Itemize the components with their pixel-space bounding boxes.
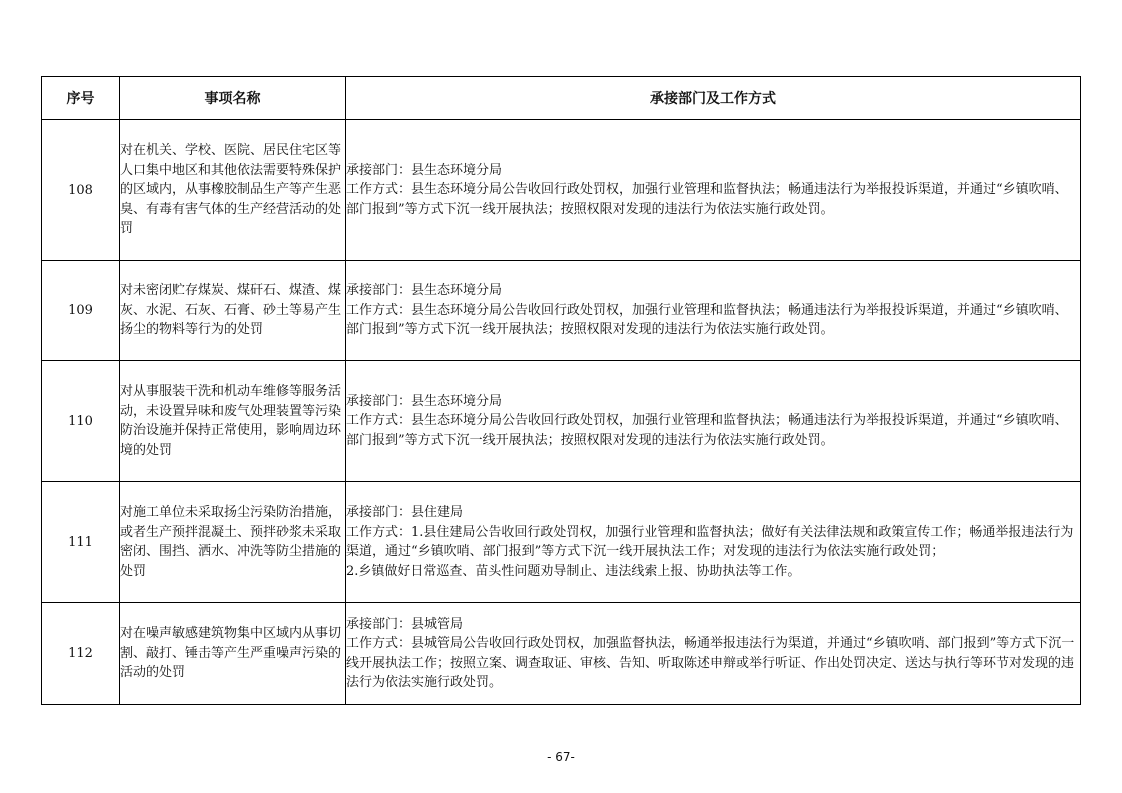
table-header-row xyxy=(42,77,1081,120)
row-serial-number: 111 xyxy=(42,482,120,603)
matters-table xyxy=(41,76,1081,705)
header-department-method: 承接部门及工作方式 xyxy=(346,77,1081,120)
row-department-method xyxy=(346,261,1081,361)
method-line: 工作方式：县生态环境分局公告收回行政处罚权，加强行业管理和监督执法；畅通违法行为举报投诉渠道，并通过“乡镇吹哨、部门报到”等方式下沉一线开展执法；按照权限对发现的违法行为依法实施行政处罚。 xyxy=(346,182,1068,217)
table-row xyxy=(42,361,1081,482)
row-item-name: 对施工单位未采取扬尘污染防治措施，或者生产预拌混凝土、预拌砂浆未采取密闭、围挡、洒水、冲洗等防尘措施的处罚 xyxy=(120,482,346,603)
row-serial-number: 110 xyxy=(42,361,120,482)
department-line: 承接部门：县生态环境分局 xyxy=(346,393,503,409)
table-row xyxy=(42,603,1081,705)
table-row xyxy=(42,482,1081,603)
row-serial-number: 112 xyxy=(42,603,120,705)
row-department-method xyxy=(346,482,1081,603)
method-line: 工作方式：县城管局公告收回行政处罚权，加强监督执法，畅通举报违法行为渠道，并通过“乡镇吹哨、部门报到”等方式下沉一线开展执法工作；按照立案、调查取证、审核、告知、听取陈述申辩或举行听证、作出处罚决定、送达与执行等环节对发现的违法行为依法实施行政处罚。 xyxy=(346,636,1075,690)
department-line: 承接部门：县城管局 xyxy=(346,616,464,632)
method-line: 工作方式：1.县住建局公告收回行政处罚权，加强行业管理和监督执法；做好有关法律法规和政策宣传工作；畅通举报违法行为渠道，通过“乡镇吹哨、部门报到”等方式下沉一线开展执法工作；对发现的违法行为依法实施行政处罚； xyxy=(346,524,1074,559)
row-serial-number: 109 xyxy=(42,261,120,361)
page-number: - 67- xyxy=(547,750,575,764)
method-line: 工作方式：县生态环境分局公告收回行政处罚权，加强行业管理和监督执法；畅通违法行为举报投诉渠道，并通过“乡镇吹哨、部门报到”等方式下沉一线开展执法；按照权限对发现的违法行为依法实施行政处罚。 xyxy=(346,302,1068,338)
method-line: 工作方式：县生态环境分局公告收回行政处罚权，加强行业管理和监督执法；畅通违法行为举报投诉渠道，并通过“乡镇吹哨、部门报到”等方式下沉一线开展执法；按照权限对发现的违法行为依法实施行政处罚。 xyxy=(346,413,1068,448)
header-item-name: 事项名称 xyxy=(120,77,346,120)
row-serial-number: 108 xyxy=(42,120,120,261)
department-line: 承接部门：县生态环境分局 xyxy=(346,162,503,178)
header-serial-number: 序号 xyxy=(42,77,120,120)
row-department-method xyxy=(346,603,1081,705)
row-item-name: 对在机关、学校、医院、居民住宅区等人口集中地区和其他依法需要特殊保护的区域内，从事橡胶制品生产等产生恶臭、有毒有害气体的生产经营活动的处罚 xyxy=(120,120,346,261)
row-item-name: 对从事服装干洗和机动车维修等服务活动，未设置异味和废气处理装置等污染防治设施并保持正常使用，影响周边环境的处罚 xyxy=(120,361,346,482)
row-item-name: 对在噪声敏感建筑物集中区域内从事切割、敲打、锤击等产生严重噪声污染的活动的处罚 xyxy=(120,603,346,705)
table-row xyxy=(42,261,1081,361)
row-department-method xyxy=(346,361,1081,482)
department-line: 承接部门：县生态环境分局 xyxy=(346,283,503,299)
row-department-method xyxy=(346,120,1081,261)
row-item-name: 对未密闭贮存煤炭、煤矸石、煤渣、煤灰、水泥、石灰、石膏、砂土等易产生扬尘的物料等行为的处罚 xyxy=(120,261,346,361)
table-row xyxy=(42,120,1081,261)
method-line: 2.乡镇做好日常巡查、苗头性问题劝导制止、违法线索上报、协助执法等工作。 xyxy=(346,563,801,579)
department-line: 承接部门：县住建局 xyxy=(346,505,464,520)
